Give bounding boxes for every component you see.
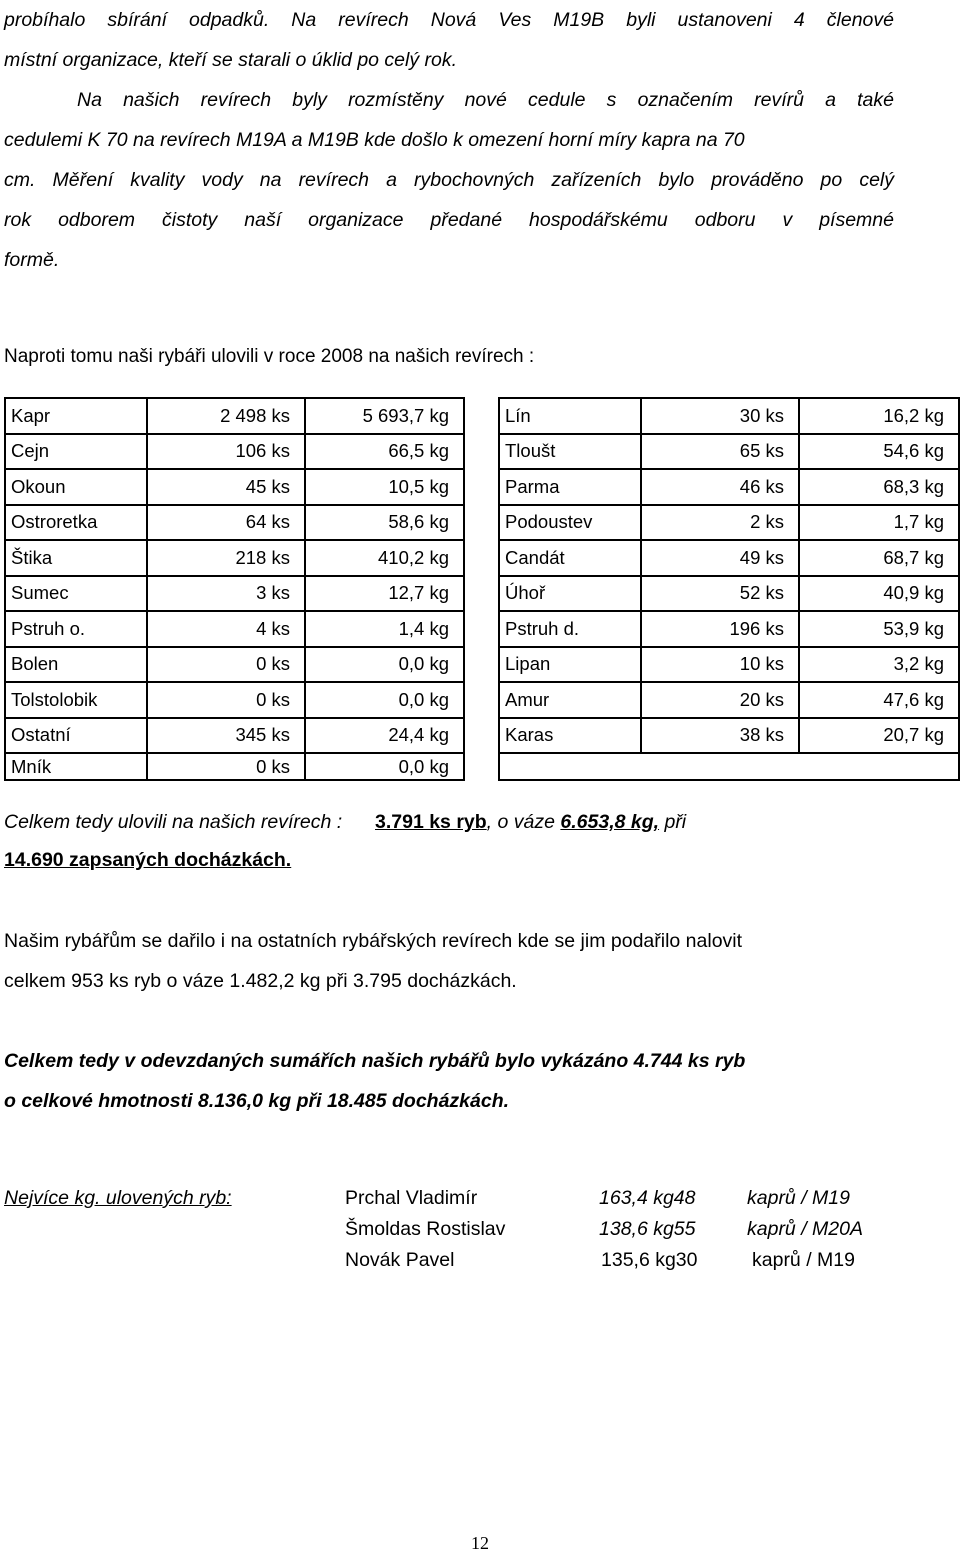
count-cell: 45 ks bbox=[147, 469, 305, 505]
table-row bbox=[5, 718, 464, 754]
fish-name-cell: Pstruh d. bbox=[499, 611, 641, 647]
grand-line: o celkové hmotnosti 8.136,0 kg při 18.485 docházkách. bbox=[4, 1090, 510, 1112]
count-cell: 46 ks bbox=[641, 469, 799, 505]
angler-species: kaprů / M19 bbox=[752, 1249, 855, 1271]
table-row bbox=[499, 469, 959, 505]
angler-species: kaprů / M20A bbox=[747, 1218, 863, 1240]
fish-name-cell: Podoustev bbox=[499, 505, 641, 541]
table-row bbox=[499, 611, 959, 647]
table-row bbox=[5, 682, 464, 718]
fish-name-cell: Amur bbox=[499, 682, 641, 718]
table-row bbox=[499, 505, 959, 541]
weight-cell: 58,6 kg bbox=[305, 505, 464, 541]
count-cell: 2 498 ks bbox=[147, 398, 305, 434]
table-row bbox=[5, 753, 464, 780]
intro-line: Na našich revírech byly rozmístěny nové cedule s označením revírů a také bbox=[77, 89, 894, 111]
fish-name-cell: Parma bbox=[499, 469, 641, 505]
count-cell: 49 ks bbox=[641, 540, 799, 576]
count-cell: 20 ks bbox=[641, 682, 799, 718]
weight-cell: 66,5 kg bbox=[305, 434, 464, 470]
page-number: 12 bbox=[471, 1533, 489, 1553]
count-cell: 2 ks bbox=[641, 505, 799, 541]
table-row bbox=[5, 434, 464, 470]
intro-line: formě. bbox=[4, 249, 60, 271]
count-cell: 218 ks bbox=[147, 540, 305, 576]
total-suffix: při bbox=[664, 811, 687, 833]
count-cell: 196 ks bbox=[641, 611, 799, 647]
weight-cell: 410,2 kg bbox=[305, 540, 464, 576]
count-cell: 10 ks bbox=[641, 647, 799, 683]
other-line: celkem 953 ks ryb o váze 1.482,2 kg při 3.795 docházkách. bbox=[4, 970, 517, 992]
grand-total-paragraph bbox=[4, 1041, 894, 1121]
count-cell: 4 ks bbox=[147, 611, 305, 647]
weight-cell: 3,2 kg bbox=[799, 647, 959, 683]
table-row bbox=[5, 469, 464, 505]
angler-name: Novák Pavel bbox=[345, 1249, 455, 1271]
weight-cell: 5 693,7 kg bbox=[305, 398, 464, 434]
grand-line: Celkem tedy v odevzdaných sumářích našich rybářů bylo vykázáno 4.744 ks ryb bbox=[4, 1050, 746, 1072]
fish-name-cell: Candát bbox=[499, 540, 641, 576]
intro-line: cedulemi K 70 na revírech M19A a M19B kde došlo k omezení horní míry kapra na 70 bbox=[4, 129, 745, 151]
total-attendance: 14.690 zapsaných docházkách. bbox=[4, 849, 292, 871]
other-line: Našim rybářům se dařilo i na ostatních rybářských revírech kde se jim podařilo nalovit bbox=[4, 930, 743, 952]
intro-line: místní organizace, kteří se starali o úklid po celý rok. bbox=[4, 49, 458, 71]
total-mid: , o váze bbox=[486, 811, 555, 833]
weight-cell: 68,3 kg bbox=[799, 469, 959, 505]
fish-name-cell bbox=[499, 753, 641, 780]
catch-table-left bbox=[4, 397, 465, 781]
angler-kg: 138,6 kg55 bbox=[599, 1218, 696, 1240]
count-cell: 64 ks bbox=[147, 505, 305, 541]
angler-name: Šmoldas Rostislav bbox=[345, 1218, 506, 1240]
weight-cell bbox=[799, 753, 959, 780]
weight-cell: 47,6 kg bbox=[799, 682, 959, 718]
weight-cell: 53,9 kg bbox=[799, 611, 959, 647]
catch-total bbox=[4, 803, 904, 879]
count-cell: 30 ks bbox=[641, 398, 799, 434]
catch-table-right bbox=[498, 397, 960, 781]
fish-name-cell: Lín bbox=[499, 398, 641, 434]
catch-intro-text: Naproti tomu naši rybáři ulovili v roce 2008 na našich revírech : bbox=[4, 346, 535, 367]
angler-kg: 163,4 kg48 bbox=[599, 1187, 696, 1209]
table-row bbox=[5, 398, 464, 434]
weight-cell: 0,0 kg bbox=[305, 682, 464, 718]
fish-name-cell: Tolstolobik bbox=[5, 682, 147, 718]
weight-cell: 68,7 kg bbox=[799, 540, 959, 576]
weight-cell: 20,7 kg bbox=[799, 718, 959, 754]
fish-name-cell: Kapr bbox=[5, 398, 147, 434]
table-row bbox=[499, 718, 959, 754]
weight-cell: 1,7 kg bbox=[799, 505, 959, 541]
table-row bbox=[499, 576, 959, 612]
fish-name-cell: Tloušt bbox=[499, 434, 641, 470]
intro-line: cm. Měření kvality vody na revírech a rybochovných zařízeních bylo prováděno po celý bbox=[4, 169, 894, 191]
count-cell: 52 ks bbox=[641, 576, 799, 612]
table-row bbox=[499, 434, 959, 470]
fish-name-cell: Sumec bbox=[5, 576, 147, 612]
intro-paragraph bbox=[4, 0, 894, 280]
count-cell: 345 ks bbox=[147, 718, 305, 754]
count-cell bbox=[641, 753, 799, 780]
table-row bbox=[499, 647, 959, 683]
count-cell: 0 ks bbox=[147, 753, 305, 780]
count-cell: 3 ks bbox=[147, 576, 305, 612]
table-row bbox=[499, 398, 959, 434]
angler-kg: 135,6 kg30 bbox=[601, 1249, 698, 1271]
fish-name-cell: Bolen bbox=[5, 647, 147, 683]
fish-name-cell: Cejn bbox=[5, 434, 147, 470]
intro-line: probíhalo sbírání odpadků. Na revírech Nová Ves M19B byli ustanoveni 4 členové bbox=[4, 9, 894, 31]
weight-cell: 0,0 kg bbox=[305, 753, 464, 780]
top-anglers-label: Nejvíce kg. ulovených ryb: bbox=[4, 1187, 232, 1209]
total-weight: 6.653,8 kg, bbox=[560, 811, 660, 833]
fish-name-cell: Ostatní bbox=[5, 718, 147, 754]
table-row bbox=[499, 753, 959, 780]
fish-name-cell: Pstruh o. bbox=[5, 611, 147, 647]
total-prefix: Celkem tedy ulovili na našich revírech : bbox=[4, 811, 343, 833]
fish-name-cell: Štika bbox=[5, 540, 147, 576]
count-cell: 0 ks bbox=[147, 682, 305, 718]
table-row bbox=[5, 647, 464, 683]
weight-cell: 40,9 kg bbox=[799, 576, 959, 612]
count-cell: 65 ks bbox=[641, 434, 799, 470]
total-count: 3.791 ks ryb bbox=[375, 811, 487, 833]
weight-cell: 1,4 kg bbox=[305, 611, 464, 647]
table-row bbox=[5, 540, 464, 576]
other-waters-paragraph bbox=[4, 921, 894, 1001]
angler-species: kaprů / M19 bbox=[747, 1187, 850, 1209]
count-cell: 0 ks bbox=[147, 647, 305, 683]
fish-name-cell: Okoun bbox=[5, 469, 147, 505]
weight-cell: 12,7 kg bbox=[305, 576, 464, 612]
table-row bbox=[5, 505, 464, 541]
intro-line: rok odborem čistoty naší organizace předané hospodářskému odboru v písemné bbox=[4, 209, 894, 231]
weight-cell: 16,2 kg bbox=[799, 398, 959, 434]
weight-cell: 10,5 kg bbox=[305, 469, 464, 505]
fish-name-cell: Lipan bbox=[499, 647, 641, 683]
fish-name-cell: Ostroretka bbox=[5, 505, 147, 541]
weight-cell: 0,0 kg bbox=[305, 647, 464, 683]
table-row bbox=[5, 611, 464, 647]
table-row bbox=[5, 576, 464, 612]
fish-name-cell: Úhoř bbox=[499, 576, 641, 612]
count-cell: 38 ks bbox=[641, 718, 799, 754]
table-row bbox=[499, 682, 959, 718]
fish-name-cell: Mník bbox=[5, 753, 147, 780]
table-row bbox=[499, 540, 959, 576]
weight-cell: 54,6 kg bbox=[799, 434, 959, 470]
fish-name-cell: Karas bbox=[499, 718, 641, 754]
count-cell: 106 ks bbox=[147, 434, 305, 470]
angler-name: Prchal Vladimír bbox=[345, 1187, 478, 1209]
weight-cell: 24,4 kg bbox=[305, 718, 464, 754]
